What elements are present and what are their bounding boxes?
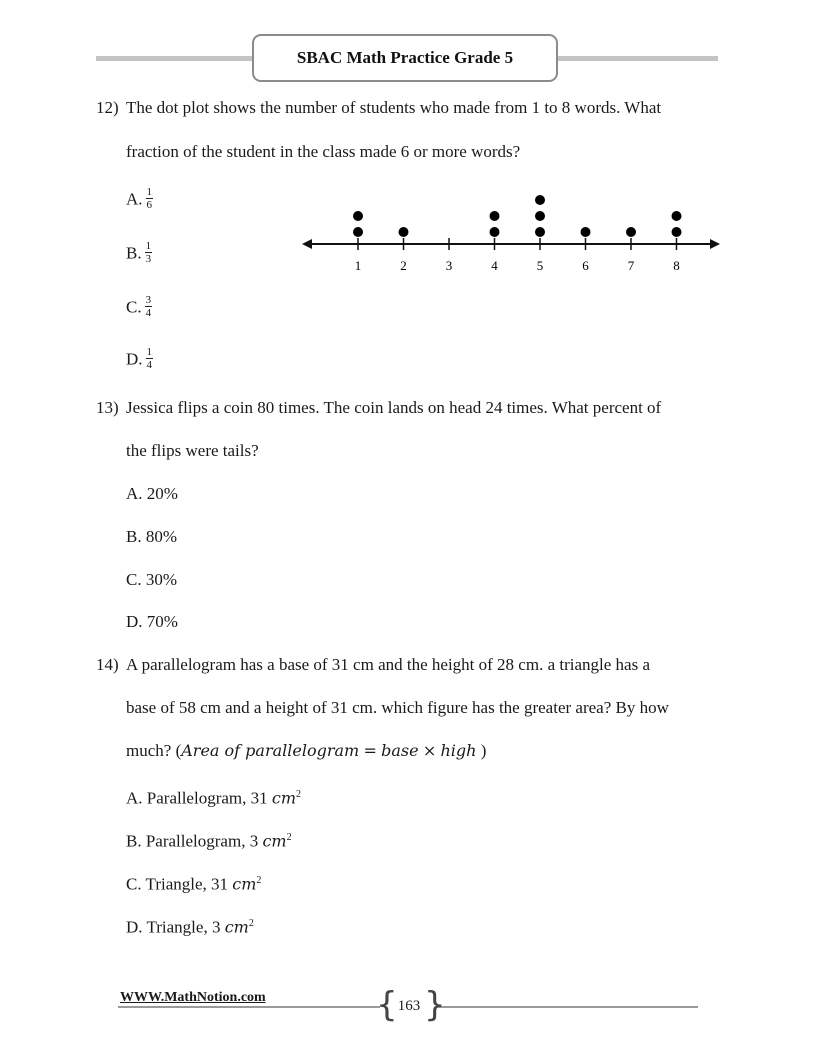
footer-url[interactable]: WWW.MathNotion.com	[120, 990, 266, 1005]
header-rule-left	[96, 56, 254, 61]
data-dot	[490, 227, 500, 237]
page-title: SBAC Math Practice Grade 5	[252, 34, 558, 82]
data-dot	[490, 211, 500, 221]
q14-option-d: D. Triangle, 3 $cm^2$	[126, 917, 254, 937]
fraction: $\frac{1}{3}$	[145, 240, 152, 265]
fraction: $\frac{1}{6}$	[146, 186, 153, 211]
axis-arrow-left	[302, 239, 312, 249]
fraction: $\frac{3}{4}$	[145, 294, 152, 319]
data-dot	[353, 227, 363, 237]
q12-line2: fraction of the student in the class made 6 or more words?	[126, 142, 521, 161]
header-rule-right	[556, 56, 718, 61]
data-dot	[672, 211, 682, 221]
data-dot	[535, 227, 545, 237]
tick-label: 7	[627, 258, 635, 273]
tick-label: 1	[354, 258, 362, 273]
q14-line2: base of 58 cm and a height of 31 cm. which figure has the greater area? By how	[126, 698, 669, 717]
q13-line2: the flips were tails?	[126, 441, 259, 460]
right-brace-icon: }	[424, 985, 446, 1025]
dot-plot	[0, 180, 816, 300]
q12-option-b: B. $\frac{1}{3}$	[126, 240, 152, 265]
data-dot	[535, 195, 545, 205]
q13-option-d: D. 70%	[126, 612, 178, 631]
left-brace-icon: {	[376, 985, 398, 1025]
q14-option-c: C. Triangle, 31 $cm^2$	[126, 874, 262, 894]
data-dot	[399, 227, 409, 237]
q14-line3: much? (Area of parallelogram = base × high )	[126, 741, 487, 760]
tick-label: 5	[536, 258, 544, 273]
q14-option-b: B. Parallelogram, 3 $cm^2$	[126, 831, 292, 851]
tick-label: 4	[491, 258, 498, 273]
tick-label: 8	[673, 258, 680, 273]
q12-line1: The dot plot shows the number of students who made from 1 to 8 words. What	[126, 98, 662, 117]
axis-arrow-right	[710, 239, 720, 249]
q13-option-b: B. 80%	[126, 527, 177, 546]
data-dot	[672, 227, 682, 237]
data-dot	[535, 211, 545, 221]
q13-option-a: A. 20%	[126, 484, 178, 503]
footer-rule-right	[436, 1006, 698, 1008]
q14-number: 14)	[96, 655, 119, 674]
tick-label: 3	[445, 258, 453, 273]
q12-option-a: A. $\frac{1}{6}$	[126, 186, 153, 211]
q12-option-c: C. $\frac{3}{4}$	[126, 294, 152, 319]
q12-number: 12)	[96, 98, 119, 117]
page-number: 163	[397, 998, 421, 1014]
q12-option-d: D. $\frac{1}{4}$	[126, 346, 153, 371]
fraction: $\frac{1}{4}$	[146, 346, 153, 371]
q13-option-c: C. 30%	[126, 570, 177, 589]
data-dot	[626, 227, 636, 237]
q13-number: 13)	[96, 398, 119, 417]
tick-label: 6	[582, 258, 589, 273]
data-dot	[581, 227, 591, 237]
q14-option-a: A. Parallelogram, 31 $cm^2$	[126, 788, 302, 808]
q13-line1: Jessica flips a coin 80 times. The coin lands on head 24 times. What percent of	[126, 398, 662, 417]
data-dot	[353, 211, 363, 221]
tick-label: 2	[400, 258, 407, 273]
q14-line1: A parallelogram has a base of 31 cm and the height of 28 cm. a triangle has a	[126, 655, 650, 674]
footer-rule-left	[118, 1006, 380, 1008]
